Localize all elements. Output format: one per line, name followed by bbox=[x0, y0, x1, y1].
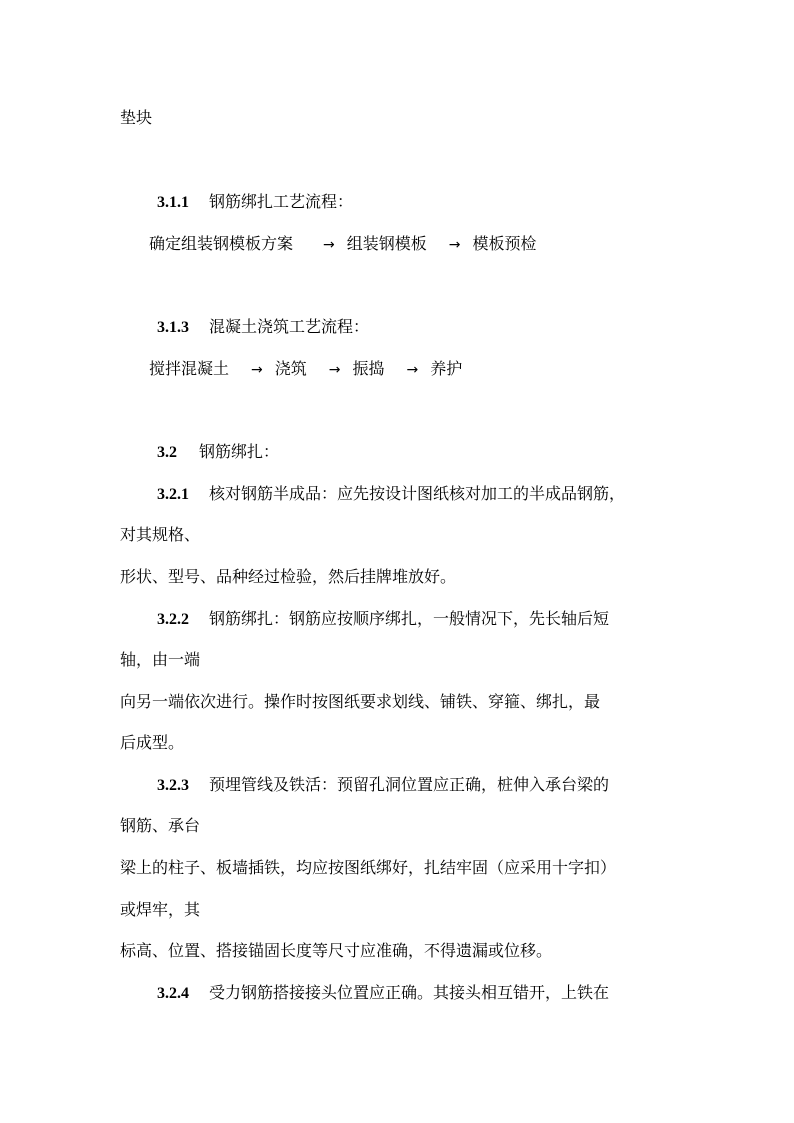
flow-step: 搅拌混凝土 bbox=[149, 359, 230, 378]
section-number: 3.2 bbox=[157, 444, 177, 461]
paragraph-text: 后成型。 bbox=[120, 733, 185, 752]
paragraph-text: 标高、位置、搭接锚固长度等尺寸应准确，不得遗漏或位移。 bbox=[120, 941, 553, 960]
paragraph-text: 轴，由一端 bbox=[120, 650, 201, 669]
section-title: 钢筋绑扎： bbox=[199, 442, 280, 461]
flow-step: 组装钢模板 bbox=[346, 234, 427, 253]
section-number: 3.2.3 bbox=[157, 777, 189, 794]
section-3-2-1-line-1 bbox=[157, 484, 625, 504]
right-arrow-icon: → bbox=[406, 362, 419, 378]
right-arrow-icon: → bbox=[328, 362, 341, 378]
flow-step: 养护 bbox=[430, 359, 463, 378]
flow-step: 振捣 bbox=[352, 359, 385, 378]
process-flow-concrete bbox=[149, 359, 462, 379]
paragraph-text: 形状、型号、品种经过检验，然后挂牌堆放好。 bbox=[120, 567, 457, 586]
paragraph-text: 核对钢筋半成品：应先按设计图纸核对加工的半成品钢筋， bbox=[209, 484, 626, 503]
paragraph-text: 或焊牢，其 bbox=[120, 900, 201, 919]
section-3-2-4-line-1 bbox=[157, 983, 609, 1003]
section-3-2-3-line-1 bbox=[157, 775, 609, 795]
section-3-1-1-heading bbox=[157, 192, 353, 212]
flow-step: 浇筑 bbox=[274, 359, 307, 378]
intro-text: 垫块 bbox=[120, 108, 153, 127]
section-number: 3.2.4 bbox=[157, 985, 189, 1002]
section-number: 3.2.1 bbox=[157, 486, 189, 503]
section-title: 混凝土浇筑工艺流程： bbox=[209, 317, 370, 336]
paragraph-text: 对其规格、 bbox=[120, 525, 201, 544]
paragraph-text: 向另一端依次进行。操作时按图纸要求划线、铺铁、穿箍、绑扎，最 bbox=[120, 692, 601, 711]
right-arrow-icon: → bbox=[323, 237, 335, 253]
paragraph-text: 梁上的柱子、板墙插铁，均应按图纸绑好，扎结牢固（应采用十字扣） bbox=[120, 858, 617, 877]
paragraph-text: 受力钢筋搭接接头位置应正确。其接头相互错开，上铁在 bbox=[209, 983, 610, 1002]
right-arrow-icon: → bbox=[251, 362, 263, 378]
section-number: 3.2.2 bbox=[157, 611, 189, 628]
section-title: 钢筋绑扎工艺流程： bbox=[209, 192, 354, 211]
section-3-2-2-line-1 bbox=[157, 609, 609, 629]
paragraph-text: 钢筋绑扎：钢筋应按顺序绑扎，一般情况下，先长轴后短 bbox=[209, 609, 610, 628]
process-flow-formwork bbox=[149, 234, 537, 254]
flow-step: 确定组装钢模板方案 bbox=[149, 234, 294, 253]
right-arrow-icon: → bbox=[448, 237, 461, 253]
section-3-2-heading bbox=[157, 442, 279, 462]
section-number: 3.1.3 bbox=[157, 319, 189, 336]
section-number: 3.1.1 bbox=[157, 194, 189, 211]
paragraph-text: 钢筋、承台 bbox=[120, 816, 201, 835]
paragraph-text: 预埋管线及铁活：预留孔洞位置应正确，桩伸入承台梁的 bbox=[209, 775, 610, 794]
section-3-1-3-heading bbox=[157, 317, 369, 337]
flow-step: 模板预检 bbox=[472, 234, 537, 253]
